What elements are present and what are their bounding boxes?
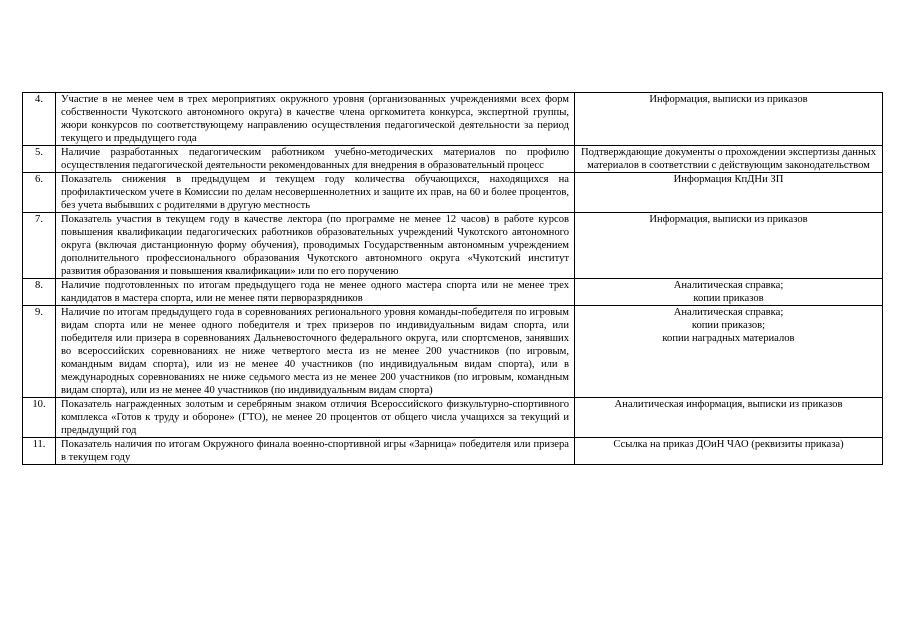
row-number: 5. [23,146,56,173]
table-row [23,173,883,213]
supporting-documents [575,146,883,173]
row-number: 10. [23,398,56,438]
criterion-description: Показатель наличия по итогам Окружного финала военно-спортивной игры «Зарница» победителя или призера в текущем году [56,438,575,465]
supporting-documents [575,306,883,398]
supporting-documents [575,398,883,438]
document-line: Информация, выписки из приказов [649,214,808,225]
document-line: копии приказов [693,293,764,304]
table-row [23,398,883,438]
document-line: Аналитическая справка; [673,280,784,291]
table-row [23,279,883,306]
table-row [23,213,883,279]
criterion-description: Участие в не менее чем в трех мероприятиях окружного уровня (организованных учреждениями всех форм собственности Чукотского автономного округа) в качестве члена оргкомитета конкурса, экспертной группы, жюри конкурсов по соответствующему направлению осуществления педагогической деятельности за период текущего и предыдущего года [56,93,575,146]
row-number: 4. [23,93,56,146]
document-line: Информация, выписки из приказов [649,94,808,105]
criterion-description: Показатель участия в текущем году в качестве лектора (по программе не менее 12 часов) в работе курсов повышения квалификации педагогических работников образовательных учреждений Чукотского автономного округа (включая дистанционную форму обучения), проводимых Государственным автономным учреждением дополнительного профессионального образования Чукотского автономного округа «Чукотский институт развития образования и повышения квалификации» или по его поручению [56,213,575,279]
document-line: Аналитическая справка; [673,307,784,318]
criterion-description: Показатель снижения в предыдущем и текущем году количества обучающихся, находящихся на профилактическом учете в Комиссии по делам несовершеннолетних и защите их прав, на 60 и более процентов, без учета выбывших с родителями в другую местность [56,173,575,213]
table-row [23,93,883,146]
row-number: 8. [23,279,56,306]
row-number: 7. [23,213,56,279]
document-line: Ссылка на приказ ДОиН ЧАО (реквизиты приказа) [613,439,844,450]
document-line: Подтверждающие документы о прохождении экспертизы данных материалов в соответствии с действующим законодательством [580,147,877,171]
table-row [23,306,883,398]
criterion-description: Наличие разработанных педагогическим работником учебно-методических материалов по профилю осуществления педагогической деятельности рекомендованных для внедрения в образовательный процесс [56,146,575,173]
supporting-documents [575,213,883,279]
supporting-documents [575,279,883,306]
criterion-description: Показатель награжденных золотым и серебряным знаком отличия Всероссийского физкультурно-спортивного комплекса «Готов к труду и обороне» (ГТО), не менее 20 процентов от общего числа учащихся за текущий и предыдущий год [56,398,575,438]
row-number: 11. [23,438,56,465]
table-row [23,438,883,465]
row-number: 9. [23,306,56,398]
table-row [23,146,883,173]
document-line: копии приказов; [691,320,766,331]
criteria-table-body [23,93,883,465]
criteria-table [22,92,883,465]
document-line: копии наградных материалов [662,333,795,344]
supporting-documents [575,173,883,213]
document-line: Информация КпДНи ЗП [673,174,784,185]
document-line: Аналитическая информация, выписки из приказов [614,399,843,410]
supporting-documents [575,438,883,465]
criterion-description: Наличие по итогам предыдущего года в соревнованиях регионального уровня команды-победителя по игровым видам спорта или не менее одного победителя и трех призеров по индивидуальным видам спорта, или победителя или призера в соревнованиях Дальневосточного федерального округа, или спортсменов, занявших во всероссийских соревнованиях не ниже четвертого места из не менее 200 участников (по игровым, командным видам спорта), или из не менее 40 участников (по индивидуальным видам спорта), или в международных соревнованиях не ниже седьмого места из не менее 200 участников (по игровым, командным видам спорта), или из не менее 40 участников (по индивидуальным видам спорта) [56,306,575,398]
row-number: 6. [23,173,56,213]
criterion-description: Наличие подготовленных по итогам предыдущего года не менее одного мастера спорта или не менее трех кандидатов в мастера спорта, или не менее пяти перворазрядников [56,279,575,306]
supporting-documents [575,93,883,146]
